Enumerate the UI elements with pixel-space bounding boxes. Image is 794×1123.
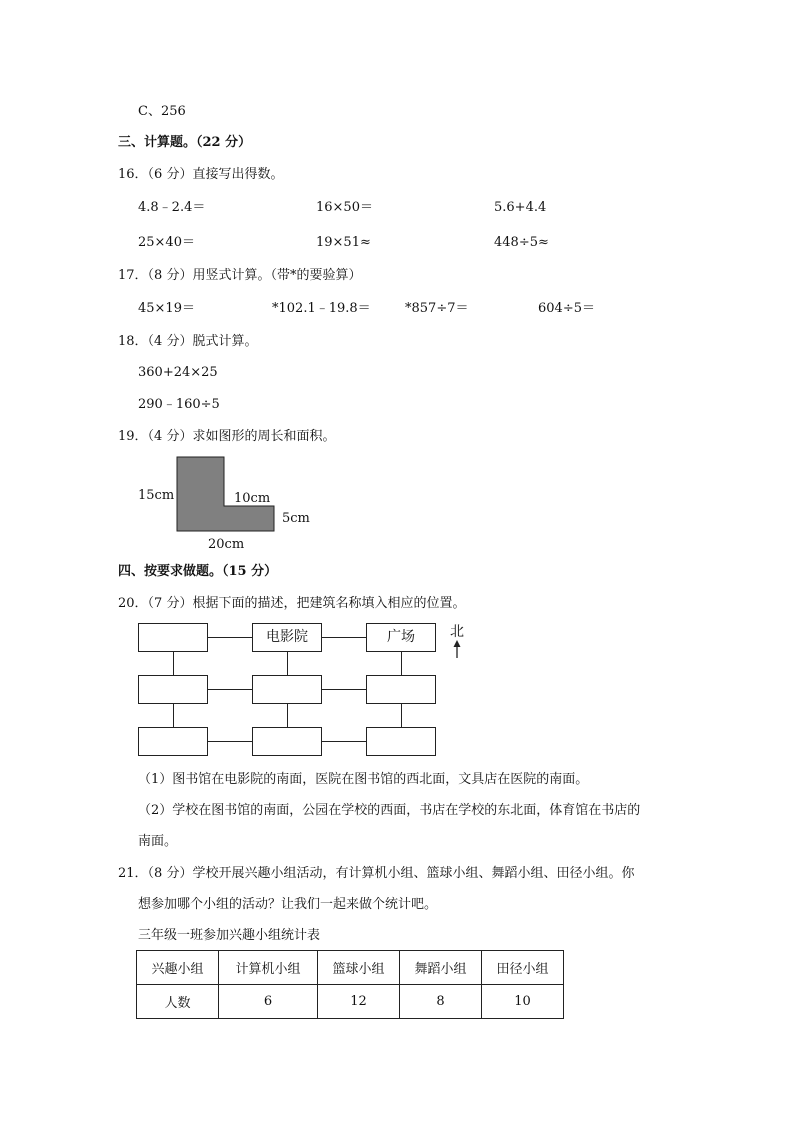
table-cell: 12 <box>318 985 400 1019</box>
q16-item: 16×50＝ <box>316 200 373 215</box>
table-header-cell: 兴趣小组 <box>137 951 219 985</box>
q17-item: *102.1﹣19.8＝ <box>272 301 371 316</box>
table-header-cell: 舞蹈小组 <box>400 951 482 985</box>
map-box-empty[interactable] <box>138 623 208 652</box>
table-header-row <box>137 951 564 985</box>
question-16: 16．（6 分）直接写出得数。 <box>118 167 284 182</box>
map-box-empty[interactable] <box>252 675 322 704</box>
label-20cm: 20cm <box>208 537 245 552</box>
table-header-cell: 田径小组 <box>482 951 564 985</box>
q17-item: 604÷5＝ <box>538 301 595 316</box>
interest-group-table <box>136 950 564 1019</box>
question-19: 19．（4 分）求如图形的周长和面积。 <box>118 429 336 444</box>
table-cell: 8 <box>400 985 482 1019</box>
map-box-cinema: 电影院 <box>252 623 322 652</box>
section-4-heading: 四、按要求做题。（15 分） <box>118 564 278 579</box>
q20-sub-1: （1）图书馆在电影院的南面，医院在图书馆的西北面，文具店在医院的南面。 <box>138 772 589 787</box>
q16-item: 448÷5≈ <box>494 235 549 250</box>
table-cell: 10 <box>482 985 564 1019</box>
q18-item: 290﹣160÷5 <box>138 397 220 412</box>
north-arrow-icon <box>451 640 463 660</box>
table-cell: 6 <box>219 985 318 1019</box>
option-c: C、256 <box>138 104 186 119</box>
table-cell: 人数 <box>137 985 219 1019</box>
table-header-cell: 计算机小组 <box>219 951 318 985</box>
label-15cm: 15cm <box>138 488 175 503</box>
section-3-heading: 三、计算题。（22 分） <box>118 135 252 150</box>
q16-item: 4.8﹣2.4＝ <box>138 200 206 215</box>
q20-sub-2: （2）学校在图书馆的南面，公园在学校的西面，书店在学校的东北面，体育馆在书店的 <box>138 803 641 818</box>
north-label: 北 <box>450 624 464 640</box>
map-box-empty[interactable] <box>252 727 322 756</box>
label-5cm: 5cm <box>282 511 310 526</box>
question-21-cont: 想参加哪个小组的活动？让我们一起来做个统计吧。 <box>138 897 438 912</box>
map-box-empty[interactable] <box>366 727 436 756</box>
q18-item: 360+24×25 <box>138 365 218 380</box>
question-20: 20．（7 分）根据下面的描述，把建筑名称填入相应的位置。 <box>118 596 466 611</box>
map-box-empty[interactable] <box>366 675 436 704</box>
q16-item: 5.6+4.4 <box>494 200 547 215</box>
q16-item: 25×40＝ <box>138 235 195 250</box>
map-box-empty[interactable] <box>138 675 208 704</box>
q17-item: *857÷7＝ <box>405 301 469 316</box>
table-title: 三年级一班参加兴趣小组统计表 <box>138 928 321 943</box>
q17-item: 45×19＝ <box>138 301 195 316</box>
label-10cm: 10cm <box>234 491 271 506</box>
q16-item: 19×51≈ <box>316 235 371 250</box>
map-box-empty[interactable] <box>138 727 208 756</box>
question-17: 17．（8 分）用竖式计算。（带*的要验算） <box>118 268 362 283</box>
table-row <box>137 985 564 1019</box>
table-header-cell: 篮球小组 <box>318 951 400 985</box>
q20-sub-2-cont: 南面。 <box>138 834 178 849</box>
question-18: 18．（4 分）脱式计算。 <box>118 334 258 349</box>
map-box-square: 广场 <box>366 623 436 652</box>
question-21: 21．（8 分）学校开展兴趣小组活动，有计算机小组、篮球小组、舞蹈小组、田径小组。你 <box>118 866 635 881</box>
